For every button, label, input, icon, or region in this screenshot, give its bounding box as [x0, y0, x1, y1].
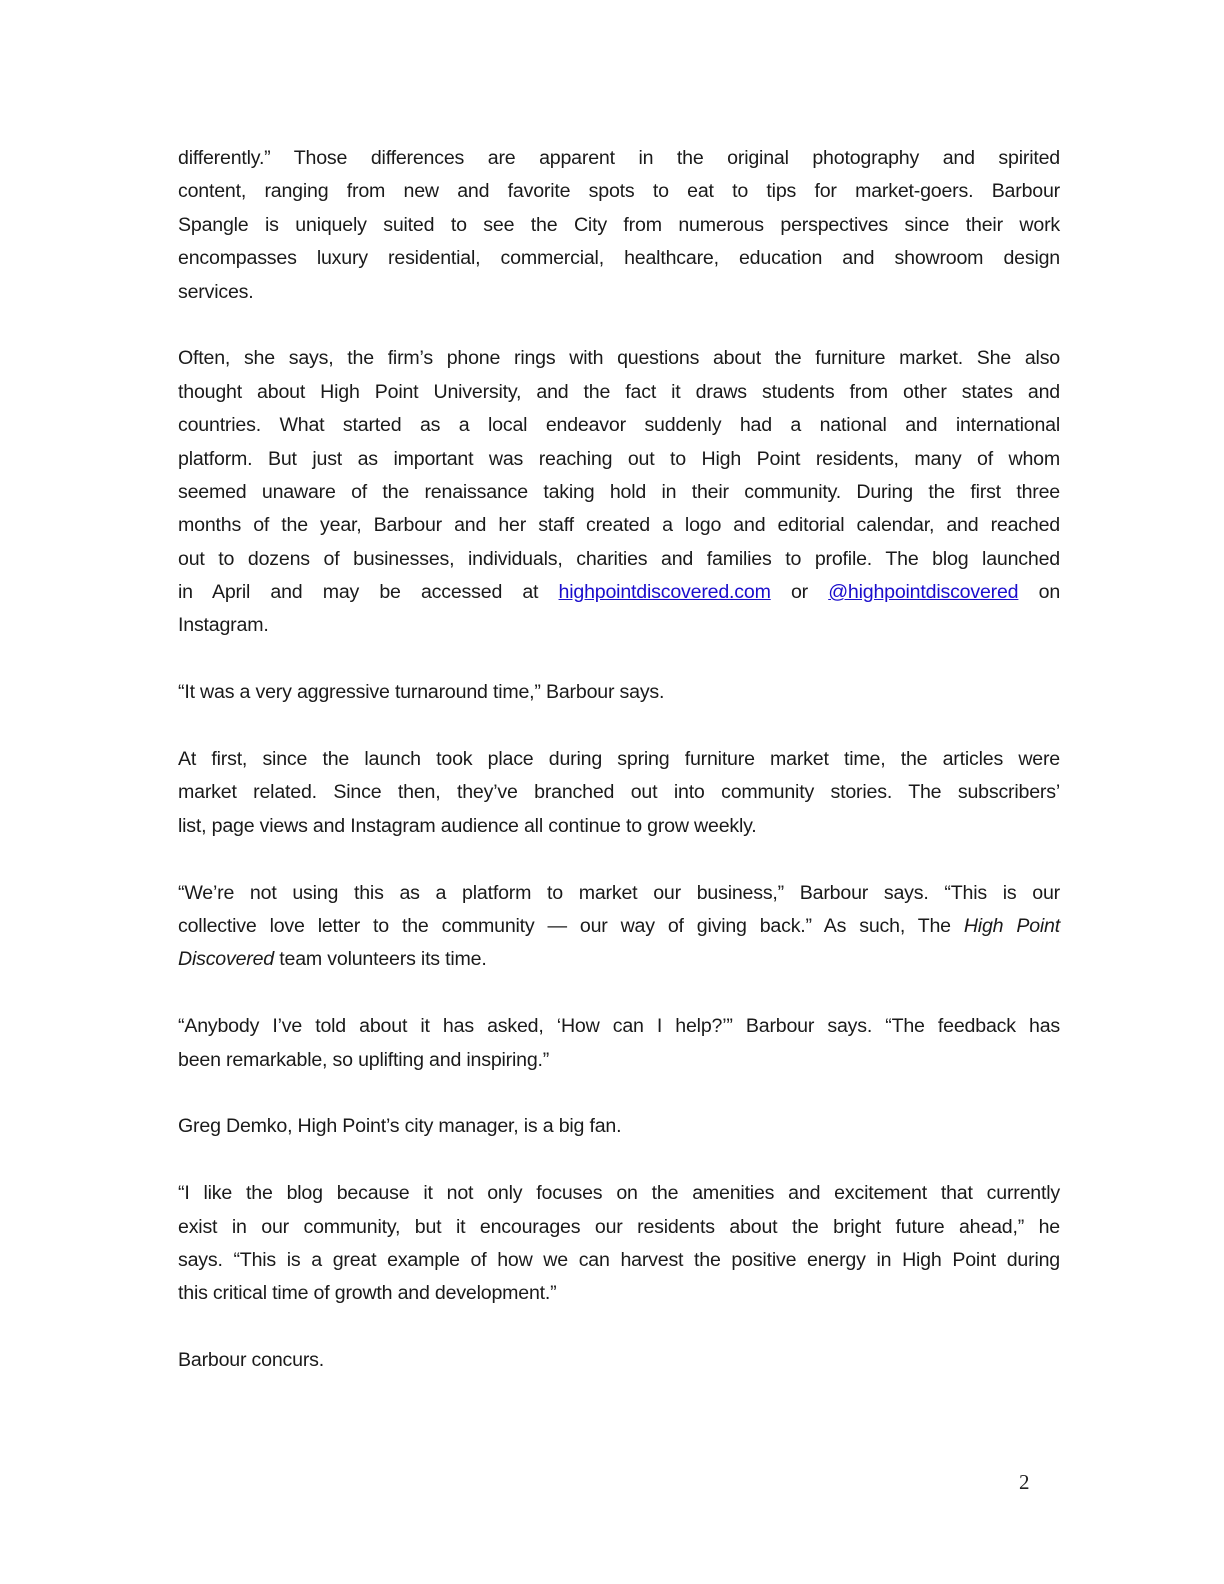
paragraph-8: [178, 1177, 1060, 1311]
text-line: Greg Demko, High Point’s city manager, is a big fan.: [178, 1115, 622, 1138]
publication-title-italic: High Point: [963, 914, 1061, 937]
text-line: “Anybody I’ve told about it has asked, ‘How can I help?’” Barbour says. “The feedback has: [178, 1015, 1060, 1038]
italic-final-after: team volunteers its time.: [279, 948, 487, 971]
text-line-with-links: [178, 576, 1060, 609]
link-line-middle: or: [790, 581, 808, 604]
page-number: 2: [1019, 1470, 1030, 1494]
text-line: countries. What started as a local endeavor suddenly had a national and international: [178, 414, 1060, 437]
text-line: Spangle is uniquely suited to see the City from numerous perspectives since their work: [178, 213, 1060, 236]
text-line: “It was a very aggressive turnaround time,” Barbour says.: [178, 681, 665, 704]
text-line: market related. Since then, they’ve branched out into community stories. The subscribers’: [178, 781, 1060, 804]
text-line: thought about High Point University, and the fact it draws students from other states and: [178, 380, 1060, 403]
text-line: months of the year, Barbour and her staff created a logo and editorial calendar, and reached: [178, 514, 1060, 537]
text-line: services.: [178, 280, 254, 303]
text-line: “I like the blog because it not only focuses on the amenities and excitement that currently: [178, 1182, 1060, 1205]
link-line-before: in April and may be accessed at: [178, 581, 539, 604]
text-line: been remarkable, so uplifting and inspiring.”: [178, 1048, 550, 1071]
paragraph-9: [178, 1344, 1060, 1377]
website-link[interactable]: highpointdiscovered.com: [558, 581, 771, 604]
paragraph-7: [178, 1110, 1060, 1143]
text-line-with-italic: [178, 943, 1060, 976]
text-line: says. “This is a great example of how we can harvest the positive energy in High Point during: [178, 1248, 1060, 1271]
instagram-handle-link[interactable]: @highpointdiscovered: [828, 581, 1019, 604]
text-line: seemed unaware of the renaissance taking hold in their community. During the first three: [178, 480, 1060, 503]
text-line: out to dozens of businesses, individuals, charities and families to profile. The blog launched: [178, 547, 1060, 570]
text-line: “We’re not using this as a platform to market our business,” Barbour says. “This is our: [178, 881, 1060, 904]
text-line: this critical time of growth and development.”: [178, 1282, 557, 1305]
text-line: differently.” Those differences are apparent in the original photography and spirited: [178, 147, 1060, 169]
paragraph-1: [178, 142, 1060, 309]
document-page: [178, 142, 1060, 1411]
paragraph-3: [178, 676, 1060, 709]
paragraph-5: [178, 877, 1060, 977]
text-line: content, ranging from new and favorite spots to eat to tips for market-goers. Barbour: [178, 180, 1060, 203]
text-line-with-italic: [178, 910, 1060, 943]
paragraph-2: [178, 342, 1060, 643]
text-line: Instagram.: [178, 614, 269, 637]
text-line: exist in our community, but it encourages our residents about the bright future ahead,” he: [178, 1215, 1060, 1238]
text-line: encompasses luxury residential, commercial, healthcare, education and showroom design: [178, 247, 1060, 270]
publication-title-italic: Discovered: [178, 948, 275, 971]
paragraph-6: [178, 1010, 1060, 1077]
text-line: platform. But just as important was reaching out to High Point residents, many of whom: [178, 447, 1060, 470]
text-line: Often, she says, the firm’s phone rings with questions about the furniture market. She also: [178, 347, 1060, 370]
link-line-after: on: [1038, 581, 1061, 604]
text-line: At first, since the launch took place during spring furniture market time, the articles were: [178, 748, 1060, 771]
text-line: list, page views and Instagram audience all continue to grow weekly.: [178, 814, 757, 837]
italic-line-before: collective love letter to the community — our way of giving back.” As such, The: [178, 914, 951, 937]
paragraph-4: [178, 743, 1060, 843]
text-line: Barbour concurs.: [178, 1349, 325, 1372]
